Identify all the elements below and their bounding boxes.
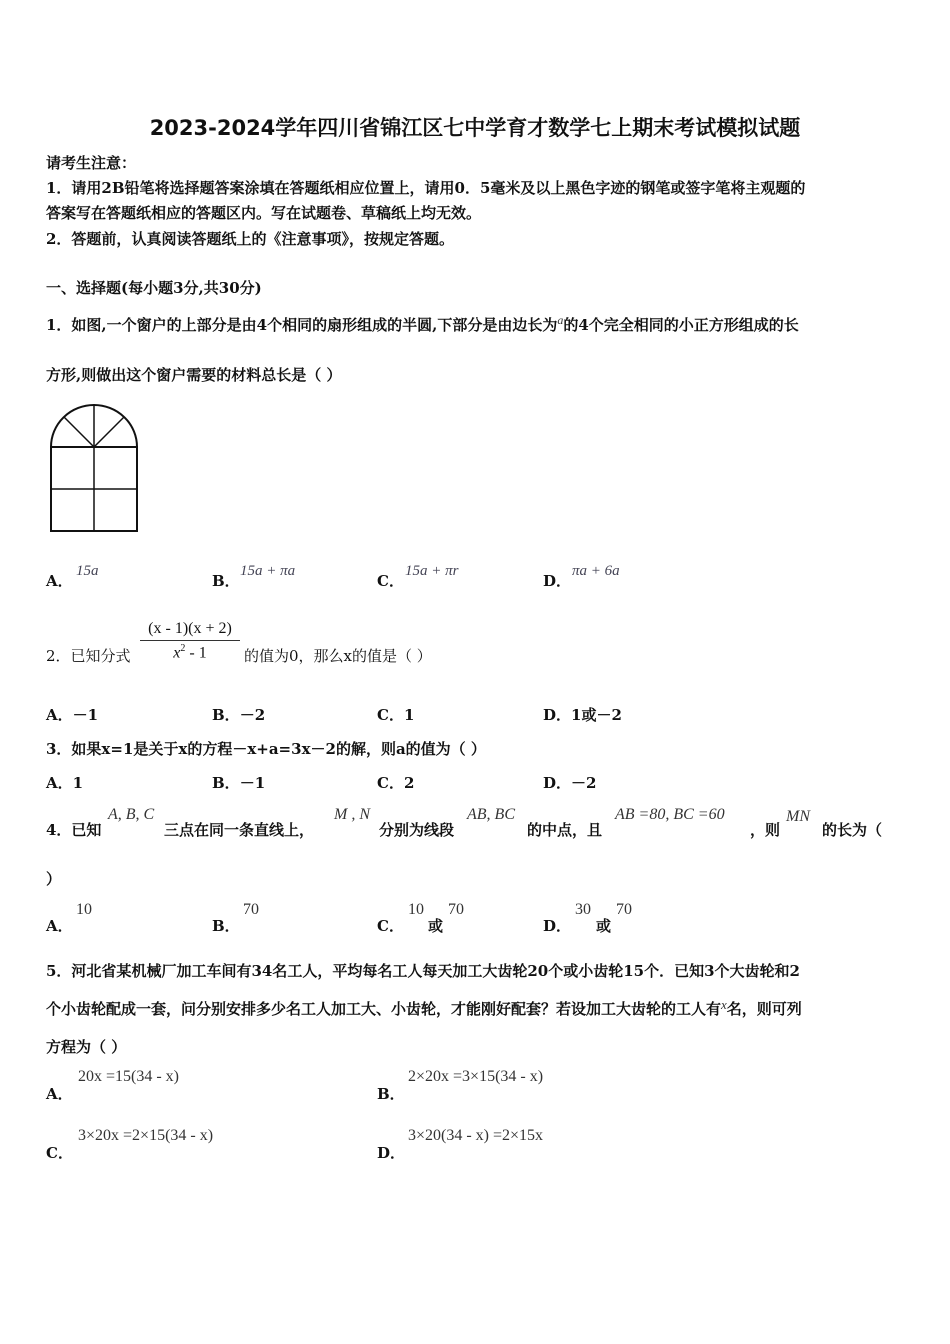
q4-option-c-value2: 70 [448,901,464,918]
q4-m3: AB, BC [467,806,515,823]
q2-denominator [140,641,240,662]
q2-suffix: 的值为0，那么x的值是（ ） [244,647,432,665]
q2-option-c-value: 1 [403,706,415,724]
q1-text-b: 的4个完全相同的小正方形组成的长 [563,316,799,334]
q1-option-a: 15a [76,563,99,579]
q2-option-d-value: 1或－2 [571,706,622,724]
q2-numerator: (x - 1)(x + 2) [148,620,232,637]
q2-fraction [140,620,240,662]
q4-m5: MN [786,808,810,825]
q4-option-c-or: 或 [428,917,444,935]
q3-option-c-label: C． [377,774,404,792]
q4-option-c-label: C． [377,917,404,935]
q1-option-a-label: A． [46,572,73,590]
q2-option-a-label: A． [46,706,73,724]
q2-option-d [543,704,622,725]
q5-var: x [721,997,727,1012]
q3-option-b-label: B． [212,774,240,792]
q1-option-d-label: D． [543,572,572,590]
q5-option-c: 3×20x =2×15(34 - x) [78,1127,214,1144]
q2-option-c [377,704,414,725]
q4-option-d-value2: 70 [616,901,632,918]
q2-option-b [212,704,265,725]
q4-p4: 的中点，且 [527,821,603,839]
q5-option-a-label: A． [46,1085,73,1103]
notice-line-1: 1．请用2B铅笔将选择题答案涂填在答题纸相应位置上，请用0．5毫米及以上黑色字迹的钢笔或签字笔将主观题的 [46,179,806,197]
q1-text-line2: 方形,则做出这个窗户需要的材料总长是（ ） [46,366,342,384]
q3-option-d-value: －2 [571,774,597,792]
q1-option-b-label: B． [212,572,240,590]
notice-heading: 请考生注意： [46,154,137,172]
q3-option-c [377,772,414,793]
q4-option-d-or: 或 [596,917,612,935]
q2-option-a [46,704,98,725]
q5-option-d: 3×20(34 - x) =2×15x [408,1127,544,1144]
q3-option-a-label: A． [46,774,73,792]
q5-option-a: 20x =15(34 - x) [78,1068,180,1085]
notice-line-2: 答案写在答题纸相应的答题区内。写在试题卷、草稿纸上均无效。 [46,204,482,222]
q1-option-c-label: C． [377,572,404,590]
q4-option-d-value1: 30 [575,901,591,918]
q5-option-c-label: C． [46,1144,73,1162]
q4-p2: 三点在同一条直线上， [164,821,315,839]
exam-title: 2023-2024学年四川省锦江区七中学育才数学七上期末考试模拟试题 [149,116,801,140]
q4-option-d-label: D． [543,917,572,935]
q4-m4: AB =80, BC =60 [615,806,725,823]
q3-option-b-value: －1 [239,774,266,792]
q1-option-c: 15a + πr [405,563,459,579]
q2-option-a-value: －1 [72,706,99,724]
q2-option-d-label: D． [543,706,572,724]
q3-option-b [212,772,265,793]
q5-line3: 方程为（ ） [46,1038,127,1056]
notice-line-3: 2．答题前，认真阅读答题纸上的《注意事项》，按规定答题。 [46,230,454,248]
q4-m1: A, B, C [108,806,155,823]
q2-den-rest: - 1 [185,644,207,662]
q1-option-d: πa + 6a [572,563,620,579]
q4-option-b-label: B． [212,917,240,935]
q3-option-a [46,772,83,793]
window-figure [48,403,142,535]
q5-line2 [46,998,802,1019]
q4-m2: M , N [334,806,370,823]
q4-p6: 的长为（ [822,821,883,839]
q3-option-d [543,772,596,793]
q1-var: a [557,313,564,327]
q4-option-a-label: A． [46,917,73,935]
q5-line1: 5．河北省某机械厂加工车间有34名工人，平均每名工人每天加工大齿轮20个或小齿轮15个．已知3个大齿轮和2 [46,962,800,980]
q2-prefix: 2．已知分式 [46,647,131,665]
q4-line2: ） [46,870,62,888]
q4-p3: 分别为线段 [379,821,455,839]
q4-p5: ，则 [750,821,781,839]
q2-den-exp: 2 [180,643,186,654]
q2-option-c-label: C． [377,706,404,724]
q1-text-a: 1．如图,一个窗户的上部分是由4个相同的扇形组成的半圆,下部分是由边长为 [46,316,558,334]
q1-text [46,314,799,335]
q5-option-d-label: D． [377,1144,406,1162]
q4-option-b-value: 70 [243,901,259,918]
q3-text: 3．如果x=1是关于x的方程－x+a=3x－2的解，则a的值为（ ） [46,740,486,758]
q2-option-b-label: B． [212,706,240,724]
q2-den-base: x [173,644,181,662]
q1-option-b: 15a + πa [240,563,296,579]
q3-option-c-value: 2 [403,774,415,792]
q5-option-b-label: B． [377,1085,405,1103]
q4-option-c-value1: 10 [408,901,424,918]
q5-line2a: 个小齿轮配成一套，问分别安排多少名工人加工大、小齿轮，才能刚好配套？若设加工大齿轮的工人有 [46,1000,722,1018]
q4-option-a-value: 10 [76,901,92,918]
q2-option-b-value: －2 [239,706,266,724]
q3-option-d-label: D． [543,774,572,792]
q4-p1: 4．已知 [46,821,102,839]
q5-line2b: 名，则可列 [726,1000,802,1018]
q5-option-b: 2×20x =3×15(34 - x) [408,1068,544,1085]
section-heading: 一、选择题(每小题3分,共30分) [46,279,262,297]
q3-option-a-value: 1 [72,774,84,792]
